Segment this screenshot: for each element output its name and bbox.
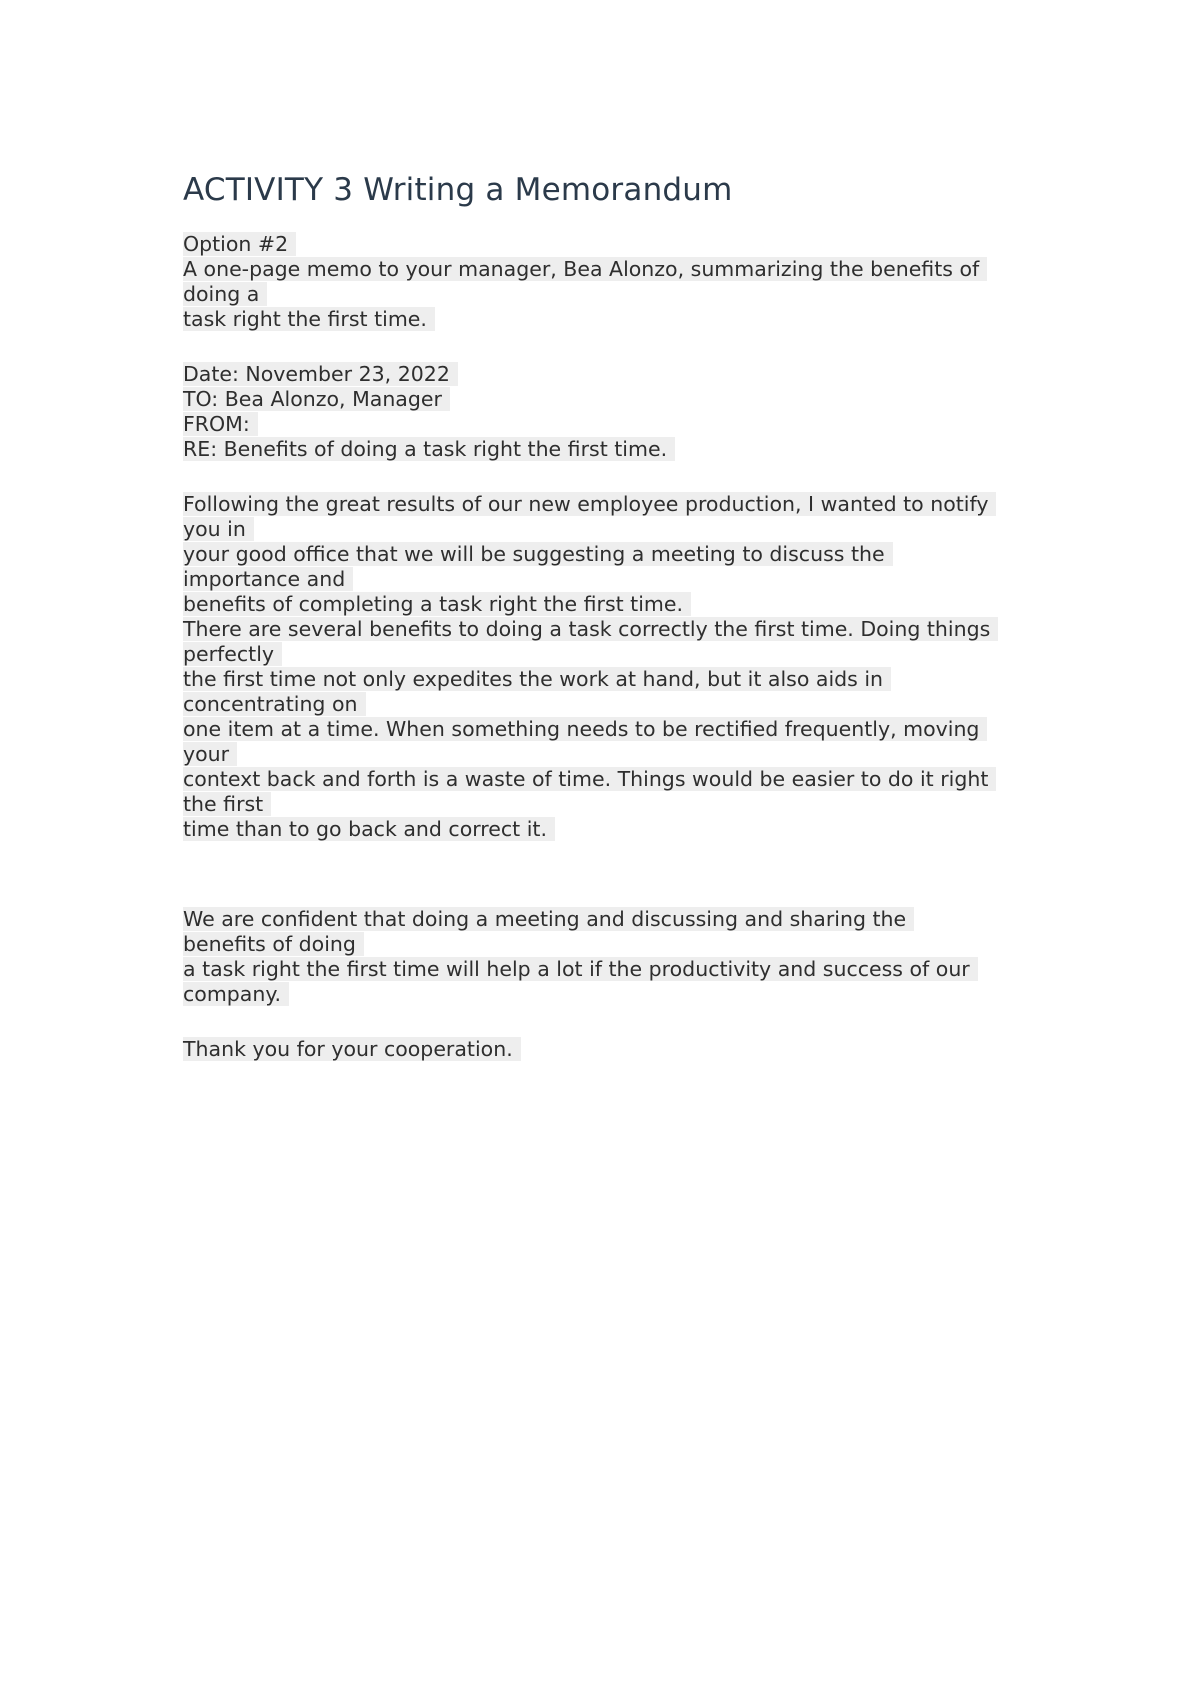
prompt-line: doing a: [183, 282, 1043, 307]
body-line: concentrating on: [183, 692, 1043, 717]
body-line: you in: [183, 517, 1043, 542]
body-line: There are several benefits to doing a task correctly the first time. Doing things: [183, 617, 1043, 642]
memo-body: [183, 492, 1043, 842]
body-line: Following the great results of our new employee production, I wanted to notify: [183, 492, 1043, 517]
memo-header: [183, 362, 1043, 462]
body-line: time than to go back and correct it.: [183, 817, 1043, 842]
document-page: [183, 170, 1043, 1062]
body-line: importance and: [183, 567, 1043, 592]
body-line: one item at a time. When something needs to be rectified frequently, moving: [183, 717, 1043, 742]
body-line: the first time not only expedites the work at hand, but it also aids in: [183, 667, 1043, 692]
memo-closing: [183, 907, 1043, 1007]
closing-line: benefits of doing: [183, 932, 1043, 957]
memo-thanks: [183, 1037, 1043, 1062]
body-line: context back and forth is a waste of time. Things would be easier to do it right: [183, 767, 1043, 792]
assignment-prompt: [183, 232, 1043, 332]
closing-line: company.: [183, 982, 1043, 1007]
closing-line: a task right the first time will help a lot if the productivity and success of our: [183, 957, 1043, 982]
body-line: your good office that we will be suggesting a meeting to discuss the: [183, 542, 1043, 567]
memo-date: Date: November 23, 2022: [183, 362, 1043, 387]
body-line: your: [183, 742, 1043, 767]
memo-to: TO: Bea Alonzo, Manager: [183, 387, 1043, 412]
thanks-line: Thank you for your cooperation.: [183, 1037, 1043, 1062]
prompt-line: Option #2: [183, 232, 1043, 257]
prompt-line: task right the first time.: [183, 307, 1043, 332]
memo-re: RE: Benefits of doing a task right the first time.: [183, 437, 1043, 462]
body-line: perfectly: [183, 642, 1043, 667]
body-line: benefits of completing a task right the first time.: [183, 592, 1043, 617]
document-title: ACTIVITY 3 Writing a Memorandum: [183, 172, 733, 208]
memo-from: FROM:: [183, 412, 1043, 437]
body-line: the first: [183, 792, 1043, 817]
prompt-line: A one-page memo to your manager, Bea Alonzo, summarizing the benefits of: [183, 257, 1043, 282]
closing-line: We are confident that doing a meeting and discussing and sharing the: [183, 907, 1043, 932]
